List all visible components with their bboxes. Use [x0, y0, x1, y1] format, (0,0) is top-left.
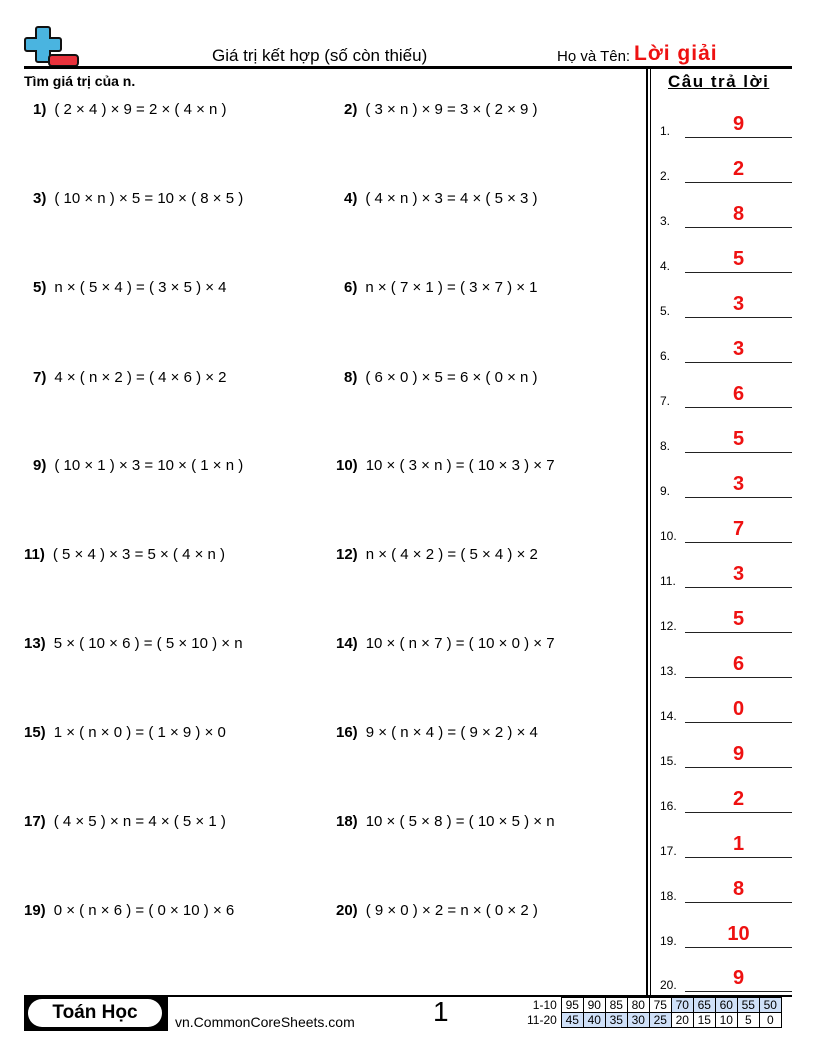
answer-field[interactable]: 8. 5	[660, 429, 792, 453]
problem: 11) ( 5 × 4 ) × 3 = 5 × ( 4 × n )	[24, 546, 226, 563]
answer-field[interactable]: 7. 6	[660, 384, 792, 408]
problem: 9) ( 10 × 1 ) × 3 = 10 × ( 1 × n )	[33, 457, 244, 474]
score-row: 1-10 95 90 85 80 75 70 65 60 55 50	[524, 998, 781, 1013]
answer-field[interactable]: 13. 6	[660, 654, 792, 678]
problem: 20) ( 9 × 0 ) × 2 = n × ( 0 × 2 )	[336, 902, 538, 919]
problem: 5) n × ( 5 × 4 ) = ( 3 × 5 ) × 4	[33, 279, 227, 296]
problem: 16) 9 × ( n × 4 ) = ( 9 × 2 ) × 4	[336, 724, 538, 741]
plus-minus-logo-icon	[24, 25, 80, 67]
brand-label: Toán Học	[28, 999, 162, 1027]
answer-field[interactable]: 18. 8	[660, 879, 792, 903]
score-row: 11-20 45 40 35 30 25 20 15 10 5 0	[524, 1013, 781, 1028]
problem: 18) 10 × ( 5 × 8 ) = ( 10 × 5 ) × n	[336, 813, 555, 830]
column-divider	[646, 68, 648, 995]
problem: 12) n × ( 4 × 2 ) = ( 5 × 4 ) × 2	[336, 546, 538, 563]
answer-field[interactable]: 6. 3	[660, 339, 792, 363]
name-value: Lời giải	[634, 42, 718, 65]
problem: 19) 0 × ( n × 6 ) = ( 0 × 10 ) × 6	[24, 902, 235, 919]
answer-field[interactable]: 17. 1	[660, 834, 792, 858]
worksheet-title: Giá trị kết hợp (số còn thiếu)	[212, 46, 428, 65]
answer-field[interactable]: 16. 2	[660, 789, 792, 813]
problem: 17) ( 4 × 5 ) × n = 4 × ( 5 × 1 )	[24, 813, 226, 830]
problem: 14) 10 × ( n × 7 ) = ( 10 × 0 ) × 7	[336, 635, 555, 652]
page-number: 1	[433, 996, 449, 1027]
site-url[interactable]: vn.CommonCoreSheets.com	[175, 1014, 355, 1030]
problem: 1) ( 2 × 4 ) × 9 = 2 × ( 4 × n )	[33, 101, 227, 118]
problem: 3) ( 10 × n ) × 5 = 10 × ( 8 × 5 )	[33, 190, 244, 207]
name-label: Họ và Tên:	[557, 48, 631, 65]
problem: 15) 1 × ( n × 0 ) = ( 1 × 9 ) × 0	[24, 724, 226, 741]
answer-field[interactable]: 3. 8	[660, 204, 792, 228]
problem: 4) ( 4 × n ) × 3 = 4 × ( 5 × 3 )	[344, 190, 538, 207]
answer-field[interactable]: 14. 0	[660, 699, 792, 723]
score-table	[524, 997, 782, 1028]
answer-field[interactable]: 1. 9	[660, 114, 792, 138]
problem: 8) ( 6 × 0 ) × 5 = 6 × ( 0 × n )	[344, 369, 538, 386]
answer-field[interactable]: 5. 3	[660, 294, 792, 318]
problem: 6) n × ( 7 × 1 ) = ( 3 × 7 ) × 1	[344, 279, 538, 296]
problem: 7) 4 × ( n × 2 ) = ( 4 × 6 ) × 2	[33, 369, 227, 386]
answer-field[interactable]: 11. 3	[660, 564, 792, 588]
problem: 10) 10 × ( 3 × n ) = ( 10 × 3 ) × 7	[336, 457, 555, 474]
answer-field[interactable]: 19. 10	[660, 924, 792, 948]
instructions: Tìm giá trị của n.	[24, 73, 136, 89]
answer-field[interactable]: 10. 7	[660, 519, 792, 543]
answers-title: Câu trả lời	[668, 72, 770, 91]
header-rule	[24, 66, 792, 69]
problem: 2) ( 3 × n ) × 9 = 3 × ( 2 × 9 )	[344, 101, 538, 118]
answer-field[interactable]: 12. 5	[660, 609, 792, 633]
answer-field[interactable]: 4. 5	[660, 249, 792, 273]
problem: 13) 5 × ( 10 × 6 ) = ( 5 × 10 ) × n	[24, 635, 243, 652]
answer-field[interactable]: 2. 2	[660, 159, 792, 183]
answer-field[interactable]: 20. 9	[660, 968, 792, 992]
column-divider	[650, 68, 651, 995]
answer-field[interactable]: 9. 3	[660, 474, 792, 498]
answer-field[interactable]: 15. 9	[660, 744, 792, 768]
